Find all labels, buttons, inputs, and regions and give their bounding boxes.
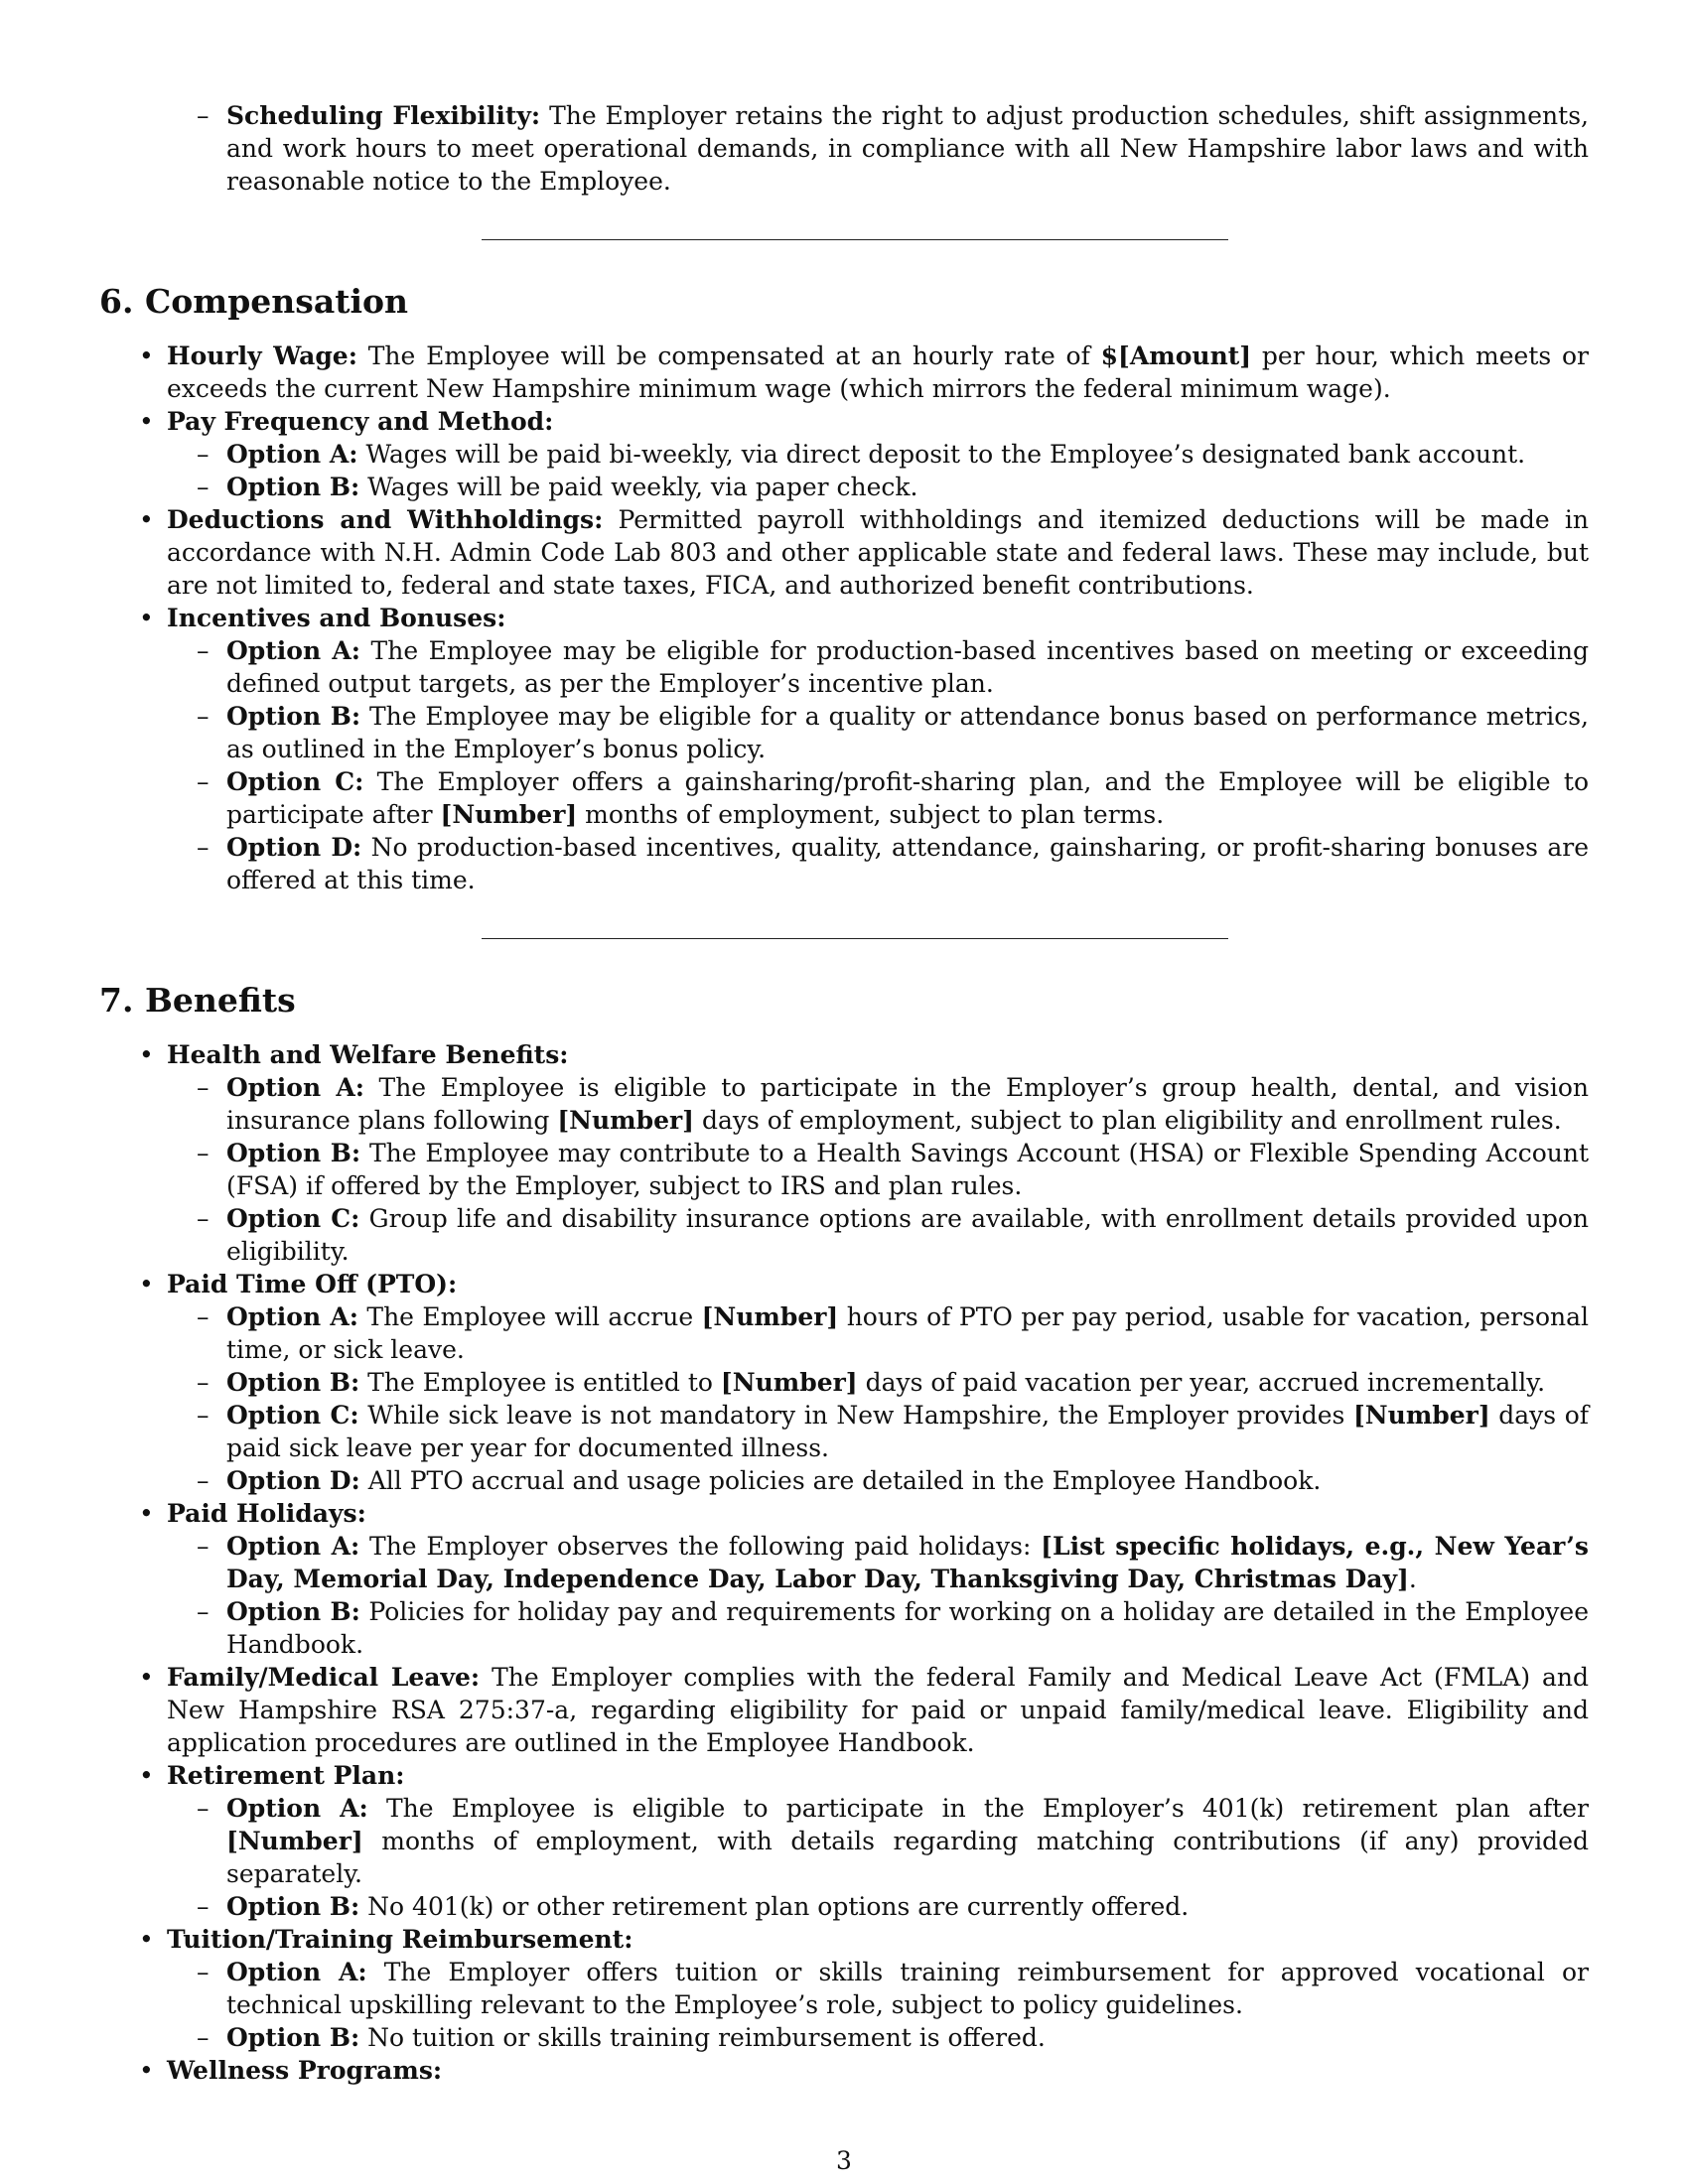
tuition-label: Tuition/Training Reimbursement: (167, 1925, 633, 1954)
family-medical-leave-label: Family/Medical Leave: (167, 1663, 481, 1692)
option-text: Wages will be paid weekly, via paper check. (367, 473, 918, 501)
dash-marker: – (197, 1368, 210, 1397)
pto-label: Paid Time Off (PTO): (167, 1270, 458, 1298)
section-7-title: Benefits (145, 981, 296, 1020)
health-welfare-label: Health and Welfare Benefits: (167, 1040, 569, 1069)
option-label: Option B: (226, 702, 361, 731)
option-text-2: days of employment, subject to plan eligibility and enrollment rules. (701, 1106, 1562, 1135)
incentive-option-d (99, 831, 1589, 896)
pay-option-b (99, 471, 1589, 503)
option-text-2: days of paid sick leave per year for documented illness. (226, 1401, 1590, 1462)
pto-item (99, 1268, 1589, 1300)
section-7-number: 7. (99, 981, 134, 1020)
option-text: The Employee will accrue (366, 1302, 694, 1331)
pay-frequency-label: Pay Frequency and Method: (167, 407, 554, 436)
incentives-item (99, 602, 1589, 634)
holiday-list-placeholder: [List specific holidays, e.g., New Year’s Day, Memorial Day, Independence Day, Labor Day, Thanksgiving Day, Christmas Day] (226, 1532, 1590, 1593)
dash-marker: – (197, 702, 210, 731)
option-text: The Employee may contribute to a Health Savings Account (HSA) or Flexible Spending Account (FSA) if offered by the Employer, subject to IRS and plan rules. (226, 1139, 1589, 1200)
option-text: The Employer observes the following paid holidays: (369, 1532, 1032, 1561)
option-text: Group life and disability insurance options are available, with enrollment details provided upon eligibility. (226, 1204, 1590, 1266)
wellness-item (99, 2054, 1589, 2087)
option-text: No production-based incentives, quality, attendance, gainsharing, or profit-sharing bonuses are offered at this time. (226, 833, 1590, 894)
paid-holidays-label: Paid Holidays: (167, 1499, 366, 1528)
scheduling-flexibility-item (99, 99, 1589, 198)
number-placeholder: [Number] (440, 800, 578, 829)
hourly-wage-item (99, 340, 1589, 405)
option-text-2: hours of PTO per pay period, usable for vacation, personal time, or sick leave. (226, 1302, 1590, 1364)
hourly-wage-text-2: per hour, which meets or exceeds the current New Hampshire minimum wage (which mirrors the federal minimum wage). (167, 341, 1590, 403)
deductions-text: Permitted payroll withholdings and itemized deductions will be made in accordance with N.H. Admin Code Lab 803 and other applicable state and federal laws. These may include, but are not limited to, federal and state taxes, FICA, and authorized benefit contributions. (167, 505, 1590, 600)
option-text: The Employee is eligible to participate in the Employer’s 401(k) retirement plan after (385, 1794, 1589, 1823)
section-6-heading (99, 282, 1589, 322)
option-text: Policies for holiday pay and requirements for working on a holiday are detailed in the Employee Handbook. (226, 1597, 1589, 1659)
retirement-plan-label: Retirement Plan: (167, 1761, 405, 1790)
dash-marker: – (197, 1532, 210, 1561)
pto-option-c (99, 1399, 1589, 1464)
option-text: The Employee is eligible to participate in the Employer’s group health, dental, and vision insurance plans following (226, 1073, 1589, 1135)
dash-marker: – (197, 1139, 210, 1167)
pay-frequency-item (99, 405, 1589, 438)
option-label: Option A: (226, 1532, 360, 1561)
number-placeholder: [Number] (226, 1827, 363, 1855)
option-label: Option A: (226, 1958, 367, 1986)
holiday-option-a (99, 1530, 1589, 1595)
family-medical-leave-item (99, 1661, 1589, 1759)
dash-marker: – (197, 473, 210, 501)
amount-placeholder: $[Amount] (1100, 341, 1252, 370)
number-placeholder: [Number] (701, 1302, 839, 1331)
option-label: Option C: (226, 767, 364, 796)
dash-marker: – (197, 1401, 210, 1430)
option-text: While sick leave is not mandatory in New Hampshire, the Employer provides (367, 1401, 1345, 1430)
tuition-option-a (99, 1956, 1589, 2021)
option-label: Option B: (226, 1139, 361, 1167)
option-text-2: . (1408, 1565, 1417, 1593)
incentives-label: Incentives and Bonuses: (167, 604, 506, 632)
option-text-2: days of paid vacation per year, accrued incrementally. (865, 1368, 1546, 1397)
hourly-wage-text: The Employee will be compensated at an hourly rate of (367, 341, 1090, 370)
bullet-marker: • (139, 1925, 154, 1954)
dash-marker: – (197, 1958, 210, 1986)
option-text: No tuition or skills training reimbursement is offered. (367, 2023, 1046, 2052)
pto-option-d (99, 1464, 1589, 1497)
option-text: The Employer offers tuition or skills training reimbursement for approved vocational or technical upskilling relevant to the Employee’s role, subject to policy guidelines. (226, 1958, 1589, 2019)
paid-holidays-item (99, 1497, 1589, 1530)
dash-marker: – (197, 767, 210, 796)
bullet-marker: • (139, 341, 154, 370)
option-label: Option B: (226, 1597, 360, 1626)
option-label: Option B: (226, 1368, 360, 1397)
pto-option-a (99, 1300, 1589, 1366)
document-page (99, 99, 1589, 2087)
option-label: Option C: (226, 1204, 360, 1233)
health-option-c (99, 1202, 1589, 1268)
dash-marker: – (197, 1597, 210, 1626)
option-label: Option A: (226, 636, 361, 665)
family-medical-leave-text: The Employer complies with the federal Family and Medical Leave Act (FMLA) and New Hampshire RSA 275:37-a, regarding eligibility for paid or unpaid family/medical leave. Eligibility and application procedures are outlined in the Employee Handbook. (167, 1663, 1589, 1757)
option-label: Option D: (226, 1466, 360, 1495)
option-label: Option B: (226, 2023, 360, 2052)
retirement-plan-item (99, 1759, 1589, 1792)
bullet-marker: • (139, 505, 154, 534)
bullet-marker: • (139, 1499, 154, 1528)
bullet-marker: • (139, 1761, 154, 1790)
section-divider (482, 239, 1228, 240)
wellness-label: Wellness Programs: (167, 2056, 443, 2085)
option-label: Option D: (226, 833, 362, 862)
health-option-b (99, 1137, 1589, 1202)
health-welfare-item (99, 1038, 1589, 1071)
dash-marker: – (197, 636, 210, 665)
dash-marker: – (197, 440, 210, 469)
scheduling-label: Scheduling Flexibility: (226, 101, 541, 130)
option-text-2: months of employment, subject to plan terms. (585, 800, 1165, 829)
option-text: The Employee may be eligible for production-based incentives based on meeting or exceeding defined output targets, as per the Employer’s incentive plan. (226, 636, 1589, 698)
page-number: 3 (836, 2146, 852, 2175)
number-placeholder: [Number] (720, 1368, 858, 1397)
option-label: Option C: (226, 1401, 359, 1430)
option-text-2: months of employment, with details regarding matching contributions (if any) provided separately. (226, 1827, 1589, 1888)
option-label: Option A: (226, 1302, 358, 1331)
pto-option-b (99, 1366, 1589, 1399)
option-text: Wages will be paid bi-weekly, via direct deposit to the Employee’s designated bank account. (365, 440, 1526, 469)
option-label: Option B: (226, 1892, 360, 1921)
bullet-marker: • (139, 604, 154, 632)
option-label: Option B: (226, 473, 360, 501)
dash-marker: – (197, 2023, 210, 2052)
dash-marker: – (197, 1892, 210, 1921)
bullet-marker: • (139, 2056, 154, 2085)
health-option-a (99, 1071, 1589, 1137)
bullet-marker: • (139, 1040, 154, 1069)
incentive-option-c (99, 765, 1589, 831)
section-6-title: Compensation (145, 282, 408, 321)
hourly-wage-label: Hourly Wage: (167, 341, 357, 370)
incentive-option-a (99, 634, 1589, 700)
option-label: Option A: (226, 1073, 365, 1102)
tuition-item (99, 1923, 1589, 1956)
deductions-item (99, 503, 1589, 602)
dash-marker: – (197, 1466, 210, 1495)
dash-marker: – (197, 1302, 210, 1331)
option-text: All PTO accrual and usage policies are detailed in the Employee Handbook. (367, 1466, 1322, 1495)
retirement-option-b (99, 1890, 1589, 1923)
option-label: Option A: (226, 1794, 368, 1823)
dash-marker: – (197, 1073, 210, 1102)
dash-marker: – (197, 101, 210, 130)
pay-option-a (99, 438, 1589, 471)
number-placeholder: [Number] (1352, 1401, 1490, 1430)
option-label: Option A: (226, 440, 358, 469)
bullet-marker: • (139, 1270, 154, 1298)
dash-marker: – (197, 833, 210, 862)
holiday-option-b (99, 1595, 1589, 1661)
option-text: The Employee is entitled to (367, 1368, 713, 1397)
number-placeholder: [Number] (557, 1106, 695, 1135)
bullet-marker: • (139, 407, 154, 436)
option-text: The Employer offers a gainsharing/profit-sharing plan, and the Employee will be eligible to participate after (226, 767, 1589, 829)
incentive-option-b (99, 700, 1589, 765)
section-6-number: 6. (99, 282, 134, 321)
option-text: No 401(k) or other retirement plan options are currently offered. (367, 1892, 1190, 1921)
dash-marker: – (197, 1204, 210, 1233)
section-divider (482, 938, 1228, 939)
dash-marker: – (197, 1794, 210, 1823)
retirement-option-a (99, 1792, 1589, 1890)
tuition-option-b (99, 2021, 1589, 2054)
section-7-heading (99, 981, 1589, 1021)
bullet-marker: • (139, 1663, 154, 1692)
deductions-label: Deductions and Withholdings: (167, 505, 604, 534)
option-text: The Employee may be eligible for a quality or attendance bonus based on performance metrics, as outlined in the Employer’s bonus policy. (226, 702, 1590, 763)
scheduling-text: The Employer retains the right to adjust production schedules, shift assignments, and work hours to meet operational demands, in compliance with all New Hampshire labor laws and with reasonable notice to the Employee. (226, 101, 1589, 196)
